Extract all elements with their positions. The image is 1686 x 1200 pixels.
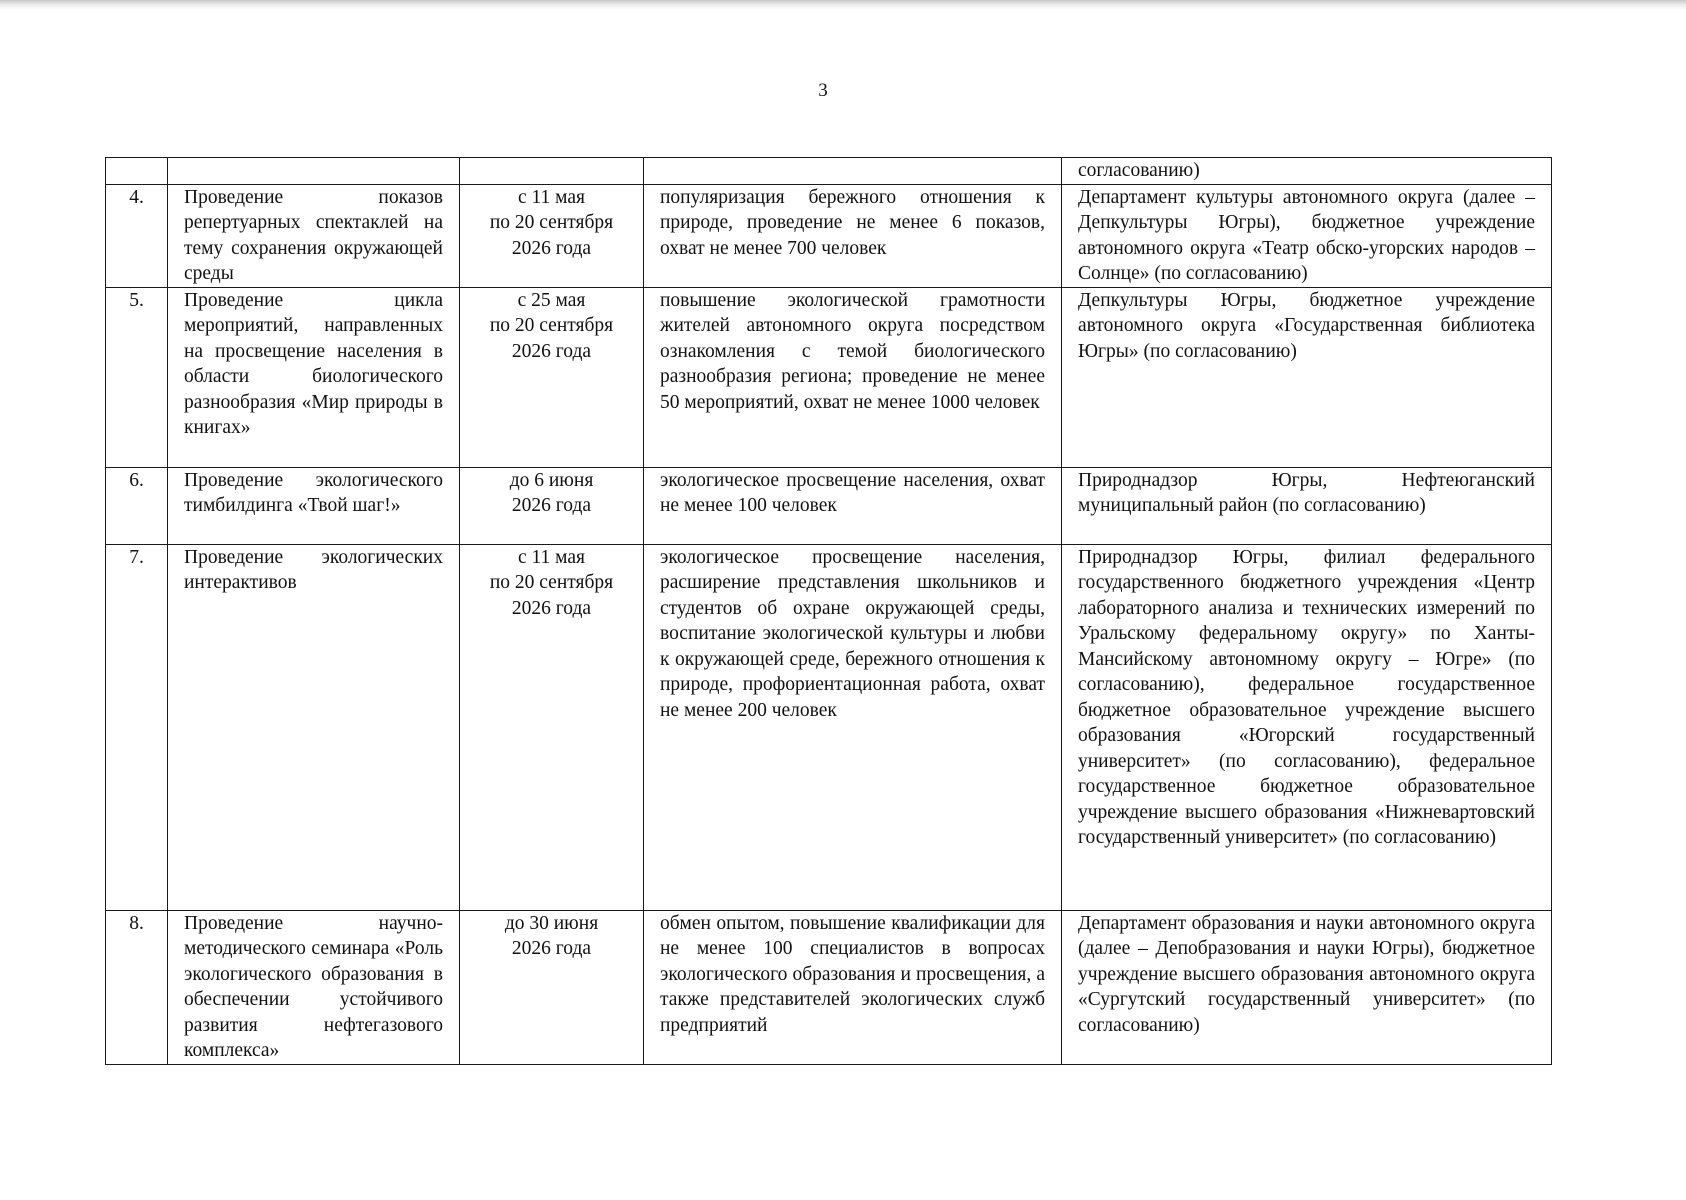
period-line: до 6 июня	[509, 469, 594, 491]
period-line: по 20 сентября	[489, 572, 614, 593]
cell-number: 4.	[106, 184, 168, 287]
cell-number: 8.	[106, 910, 168, 1064]
period-line: по 20 сентября	[489, 212, 614, 233]
period-line: 2026 года	[511, 597, 592, 619]
table-row	[106, 544, 1552, 910]
period-line: с 11 мая	[517, 546, 585, 568]
cell-period	[460, 544, 644, 910]
events-table	[105, 157, 1552, 1065]
cell-period	[460, 184, 644, 287]
cell-event: Проведение цикла мероприятий, направленных на просвещение населения в области биологического разнообразия «Мир природы в книгах»	[168, 287, 460, 467]
table-row-continuation	[106, 158, 1552, 185]
cell-responsible: Департамент образования и науки автономного округа (далее – Депобразования и науки Югры), бюджетное учреждение высшего образования автономного округа «Сургутский государственный университет» (по согласованию)	[1062, 910, 1552, 1064]
cell-event: Проведение экологического тимбилдинга «Твой шаг!»	[168, 467, 460, 544]
cell-period	[460, 287, 644, 467]
cell-event: Проведение научно-методического семинара «Роль экологического образования в обеспечении устойчивого развития нефтегазового комплекса»	[168, 910, 460, 1064]
page-number: 3	[818, 80, 828, 101]
cell-event	[168, 158, 460, 185]
cell-number: 6.	[106, 467, 168, 544]
cell-number	[106, 158, 168, 185]
cell-period	[460, 910, 644, 1064]
cell-period	[460, 158, 644, 185]
cell-period	[460, 467, 644, 544]
period-line: до 30 июня	[504, 912, 599, 934]
cell-result: повышение экологической грамотности жителей автономного округа посредством ознакомления с темой биологического разнообразия региона; проведение не менее 50 мероприятий, охват не менее 1000 человек	[644, 287, 1062, 467]
cell-event: Проведение показов репертуарных спектаклей на тему сохранения окружающей среды	[168, 184, 460, 287]
cell-result: популяризация бережного отношения к природе, проведение не менее 6 показов, охват не менее 700 человек	[644, 184, 1062, 287]
responsible-continuation: согласованию)	[1078, 160, 1200, 181]
cell-result	[644, 158, 1062, 185]
period-line: 2026 года	[511, 938, 592, 959]
period-line: 2026 года	[511, 340, 592, 362]
cell-result: экологическое просвещение населения, охват не менее 100 человек	[644, 467, 1062, 544]
cell-responsible: Природнадзор Югры, филиал федерального государственного бюджетного учреждения «Центр лабораторного анализа и технических измерений по Уральскому федеральному округу» по Ханты-Мансийскому автономному округу – Югре» (по согласованию), федеральное государственное бюджетное образовательное учреждение высшего образования «Югорский государственный университет» (по согласованию), федеральное государственное бюджетное образовательное учреждение высшего образования «Нижневартовский государственный университет» (по согласованию)	[1062, 544, 1552, 910]
table-row	[106, 184, 1552, 287]
cell-number: 5.	[106, 287, 168, 467]
period-line: 2026 года	[511, 237, 592, 259]
scan-edge	[0, 0, 1686, 10]
cell-responsible: Депкультуры Югры, бюджетное учреждение автономного округа «Государственная библиотека Югры» (по согласованию)	[1062, 287, 1552, 467]
cell-responsible: Департамент культуры автономного округа (далее – Депкультуры Югры), бюджетное учреждение автономного округа «Театр обско-угорских народов – Солнце» (по согласованию)	[1062, 184, 1552, 287]
table-row	[106, 910, 1552, 1064]
period-line: 2026 года	[511, 495, 592, 516]
cell-event: Проведение экологических интерактивов	[168, 544, 460, 910]
period-line: с 11 мая	[517, 186, 585, 208]
cell-number: 7.	[106, 544, 168, 910]
cell-responsible: Природнадзор Югры, Нефтеюганский муниципальный район (по согласованию)	[1062, 467, 1552, 544]
cell-responsible	[1062, 158, 1552, 185]
cell-result: обмен опытом, повышение квалификации для не менее 100 специалистов в вопросах экологического образования и просвещения, а также представителей экологических служб предприятий	[644, 910, 1062, 1064]
period-line: по 20 сентября	[489, 315, 614, 336]
period-line: с 25 мая	[517, 289, 586, 311]
table-row	[106, 467, 1552, 544]
table-row	[106, 287, 1552, 467]
cell-result: экологическое просвещение населения, расширение представления школьников и студентов об охране окружающей среды, воспитание экологической культуры и любви к окружающей среде, бережного отношения к природе, профориентационная работа, охват не менее 200 человек	[644, 544, 1062, 910]
